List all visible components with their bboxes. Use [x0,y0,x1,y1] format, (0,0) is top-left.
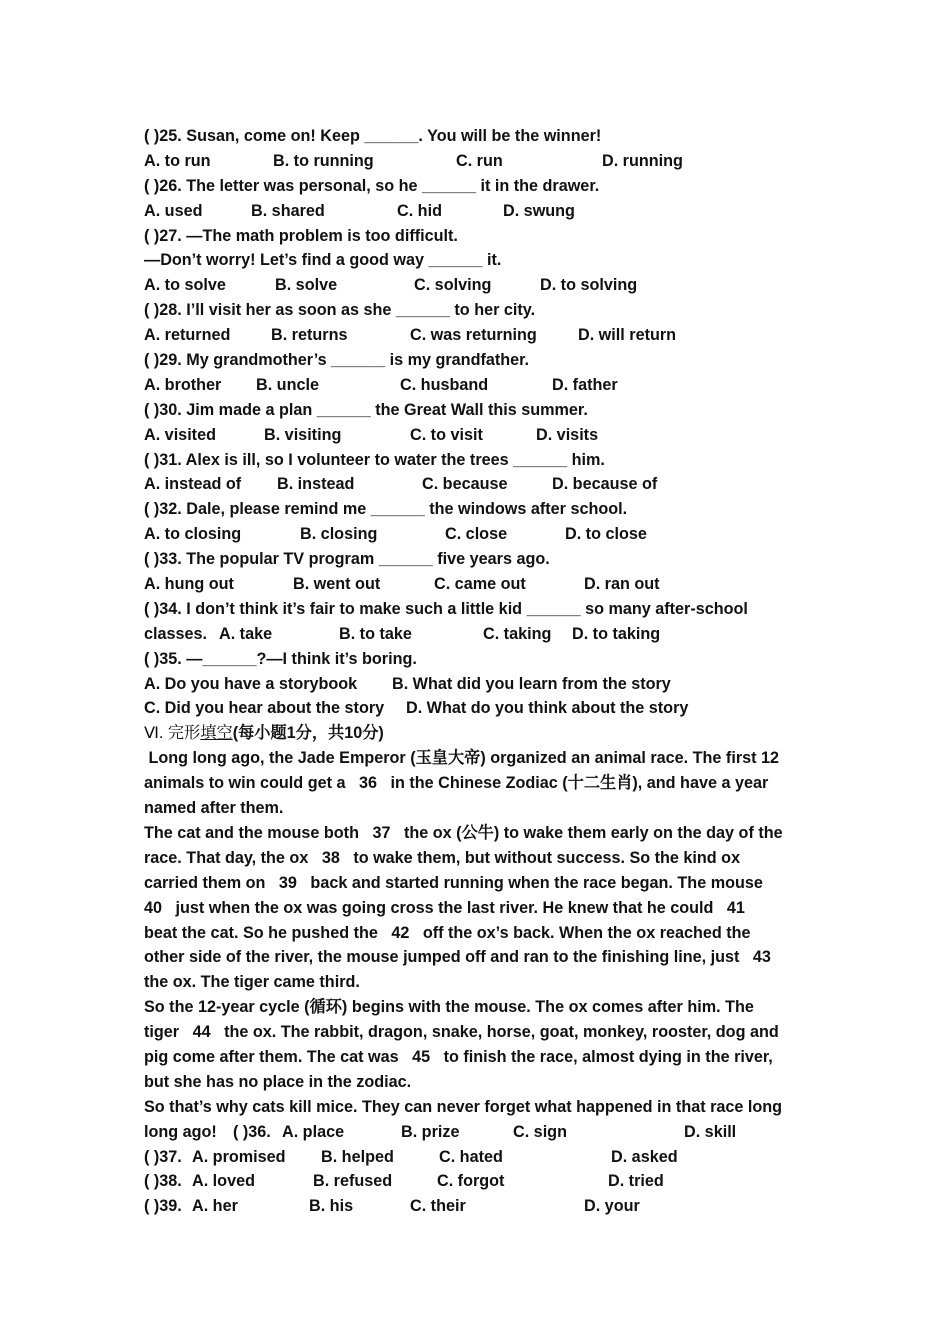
option: D. ran out [584,575,660,594]
passage-line: pig come after them. The cat was 45 to finish the race, almost dying in the river, [144,1047,773,1066]
option: C. run [456,151,503,170]
question-35-options-row-2 [144,696,824,721]
cloze-section-heading [144,721,824,746]
option: B. closing [300,525,378,544]
option: C. hated [439,1147,503,1166]
option: D. What do you think about the story [406,699,689,718]
question-26-options [144,199,824,224]
option: B. uncle [256,375,319,394]
passage-line: So that’s why cats kill mice. They can never forget what happened in that race long [144,1097,783,1116]
option: C. close [445,525,508,544]
option: B. instead [277,475,355,494]
question-30-stem: ( )30. Jim made a plan ______ the Great Wall this summer. [144,400,588,419]
question-33-options [144,572,824,597]
option: C. came out [434,575,526,594]
option: A. hung out [144,575,234,594]
option: B. visiting [264,425,342,444]
option: B. went out [293,575,381,594]
option: A. loved [192,1172,255,1191]
passage-end: long ago! [144,1122,217,1141]
question-36-row [144,1120,824,1145]
option: B. What did you learn from the story [392,674,671,693]
option: B. his [309,1197,354,1216]
passage-line: carried them on 39 back and started running when the race began. The mouse [144,873,763,892]
question-34-options [144,622,824,647]
option: B. helped [321,1147,394,1166]
option: D. father [552,375,618,394]
option: C. because [422,475,508,494]
question-31-options [144,472,824,497]
question-27-options [144,273,824,298]
option: A. brother [144,375,222,394]
heading-points-total: 10 [344,724,363,743]
question-35-stem: ( )35. —______?—I think it’s boring. [144,649,417,668]
option: C. solving [414,276,492,295]
question-39-stem: ( )39. [144,1197,182,1216]
question-33-stem: ( )33. The popular TV program ______ five years ago. [144,550,550,569]
option: C. was returning [410,326,537,345]
passage-line: 40 just when the ox was going cross the last river. He knew that he could 41 [144,898,745,917]
heading-end: 分) [362,724,384,743]
option: D. running [602,151,683,170]
heading-underlined: 填空 [200,724,233,743]
question-26-stem: ( )26. The letter was personal, so he ______ it in the drawer. [144,176,600,195]
passage-line: The cat and the mouse both 37 the ox (公牛) to wake them early on the day of the [144,823,783,842]
option: A. her [192,1197,238,1216]
heading-suffix: (每小题 [232,724,287,743]
option: D. to taking [572,624,661,643]
option: B. to running [273,151,374,170]
option: D. swung [503,201,575,220]
question-25-options [144,149,824,174]
question-35-options-row-1 [144,672,824,697]
question-32-options [144,522,824,547]
option: A. Do you have a storybook [144,674,358,693]
option: B. solve [275,276,338,295]
option: C. to visit [410,425,483,444]
question-25-stem: ( )25. Susan, come on! Keep ______. You will be the winner! [144,127,602,145]
option: A. instead of [144,475,242,494]
question-32-stem: ( )32. Dale, please remind me ______ the windows after school. [144,500,628,519]
option: D. to solving [540,276,638,295]
option: C. husband [400,375,489,394]
passage-line: the ox. The tiger came third. [144,973,360,992]
option: C. forgot [437,1172,505,1191]
option: B. to take [339,624,412,643]
question-38-row [144,1169,824,1194]
option: C. their [410,1197,466,1216]
question-37-row [144,1145,824,1170]
passage-line: So the 12-year cycle (循环) begins with the mouse. The ox comes after him. The [144,998,754,1017]
question-30-options [144,423,824,448]
heading-prefix: Ⅵ. 完形 [144,724,201,743]
question-31-stem: ( )31. Alex is ill, so I volunteer to water the trees ______ him. [144,450,605,469]
option: D. will return [578,326,677,345]
option: D. skill [684,1122,737,1141]
question-28-options [144,323,824,348]
option: A. promised [192,1147,286,1166]
option: D. asked [611,1147,678,1166]
option: B. prize [401,1122,460,1141]
option: D. to close [565,525,647,544]
question-29-options [144,373,824,398]
option: B. refused [313,1172,393,1191]
question-37-stem: ( )37. [144,1147,182,1166]
question-39-row [144,1194,824,1219]
heading-points-each: 1 [286,724,296,743]
option: D. tried [608,1172,664,1191]
option: C. hid [397,201,442,220]
passage-line: other side of the river, the mouse jumped off and ran to the finishing line, just 43 [144,948,771,967]
option: D. because of [552,475,658,494]
option: A. to closing [144,525,242,544]
question-27-stem: ( )27. —The math problem is too difficult. [144,226,458,245]
question-27-stem-2: —Don’t worry! Let’s find a good way ______ it. [144,251,502,270]
question-38-stem: ( )38. [144,1172,182,1191]
passage-line: tiger 44 the ox. The rabbit, dragon, snake, horse, goat, monkey, rooster, dog and [144,1023,779,1042]
passage-line: animals to win could get a 36 in the Chinese Zodiac (十二生肖), and have a year [144,774,769,793]
option: B. shared [251,201,325,220]
question-34-stem-2: classes. [144,624,208,643]
exam-page [144,124,824,1219]
passage-line: Long long ago, the Jade Emperor (玉皇大帝) organized an animal race. The first 12 [144,749,780,768]
passage-line: beat the cat. So he pushed the 42 off the ox’s back. When the ox reached the [144,923,751,942]
option: A. to solve [144,276,226,295]
question-28-stem: ( )28. I’ll visit her as soon as she ______ to her city. [144,301,536,320]
option: C. Did you hear about the story [144,699,385,718]
question-29-stem: ( )29. My grandmother’s ______ is my grandfather. [144,351,530,370]
option: C. sign [513,1122,567,1141]
question-34-stem: ( )34. I don’t think it’s fair to make such a little kid ______ so many after-school [144,599,748,618]
passage-line: but she has no place in the zodiac. [144,1072,412,1091]
option: A. place [282,1122,345,1141]
passage-line: named after them. [144,799,284,818]
passage-line: race. That day, the ox 38 to wake them, but without success. So the kind ox [144,848,741,867]
option: A. visited [144,425,216,444]
option: A. used [144,201,203,220]
heading-mid: 分，共 [295,724,345,743]
question-36-stem: ( )36. [233,1122,271,1141]
option: A. to run [144,151,211,170]
option: D. visits [536,425,599,444]
option: A. returned [144,326,231,345]
option: B. returns [271,326,348,345]
option: C. taking [483,624,552,643]
option: A. take [219,624,273,643]
option: D. your [584,1197,640,1216]
